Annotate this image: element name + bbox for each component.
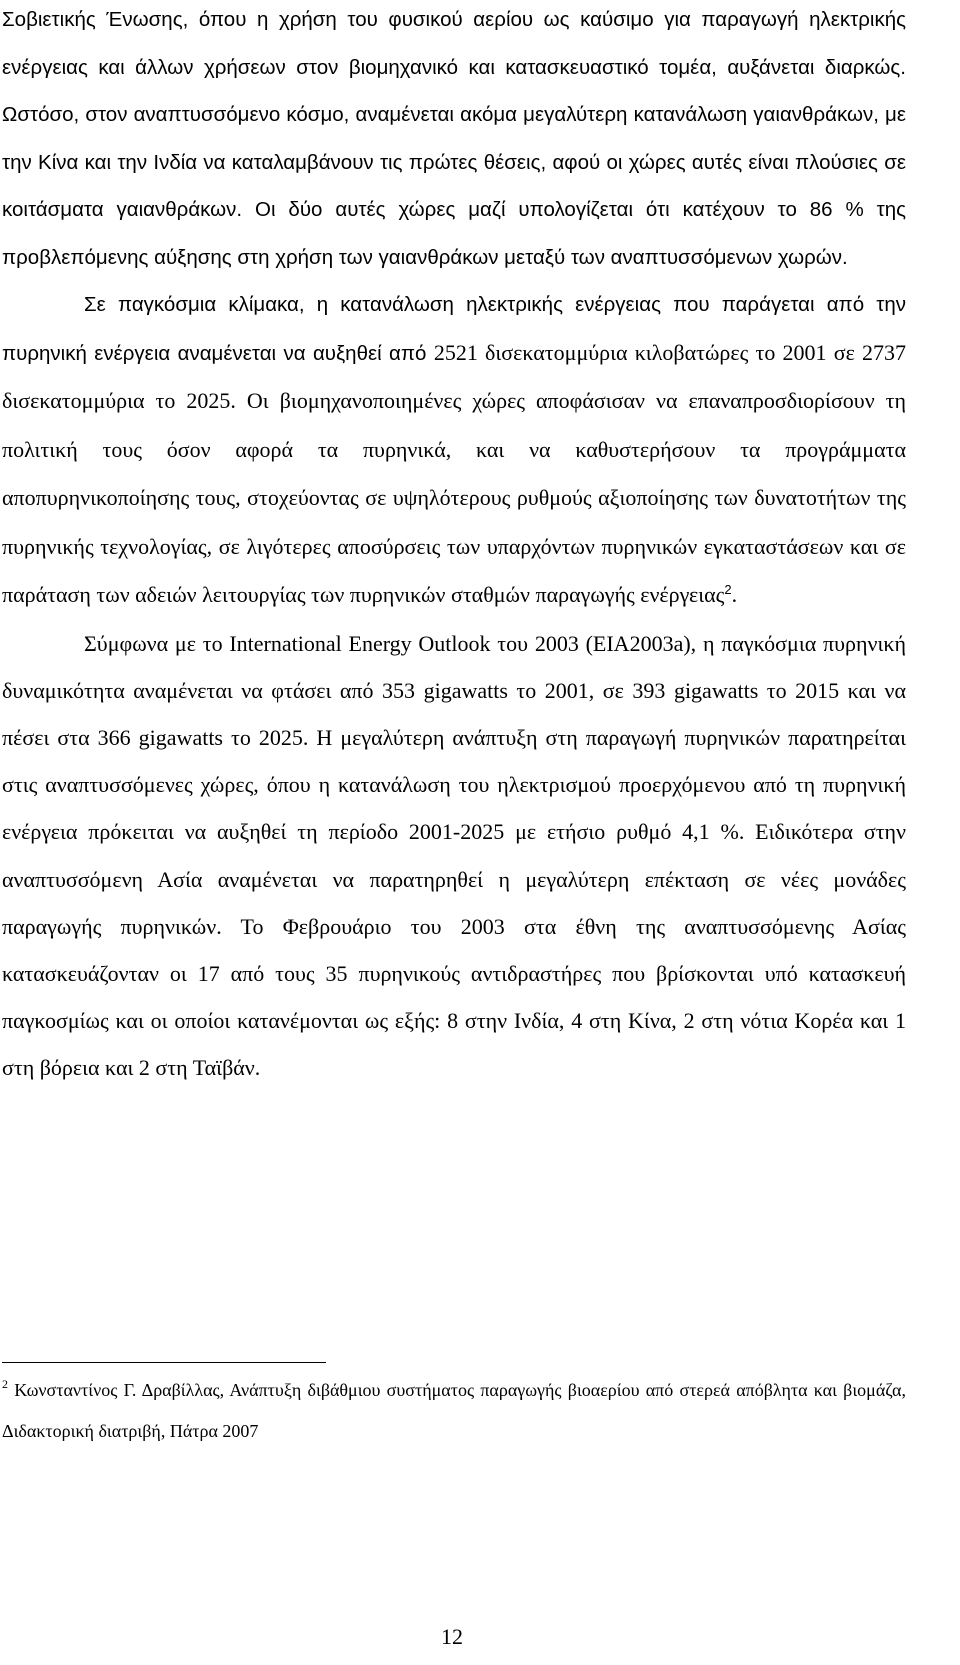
paragraph-2-serif-run: 2521 δισεκατομμύρια κιλοβατώρες το 2001 σε 2737 δισεκατομμύρια το 2025. Οι βιομηχανοποιημένες χώρες αποφάσισαν να επαναπροσδιορίσουν τη πολιτική τους όσον αφορά τα πυρηνικά, και να καθυστερήσουν τα προγράμματα αποπυρηνικοποίησης τους, στοχεύοντας σε υψηλότερους ρυθμούς αξιοποίησης των δυνατοτήτων της πυρηνικής τεχνολογίας, σε λιγότερες αποσύρσεις των υπαρχόντων πυρηνικών εγκαταστάσεων και σε παράταση των αδειών λειτουργίας των πυρηνικών σταθμών παραγωγής ενέργειας <box>2 339 906 607</box>
paragraph-2-end: . <box>731 582 738 607</box>
footnote-text: Κωνσταντίνος Γ. Δραβίλλας, Ανάπτυξη διβάθμιου συστήματος παραγωγής βιοαερίου από στερεά απόβλητα και βιομάζα, Διδακτορική διατριβή, Πάτρα 2007 <box>2 1380 906 1441</box>
paragraph-2-sans-run: Σε παγκόσμια κλίμακα, η κατανάλωση ηλεκτρικής ενέργειας που παράγεται από την πυρηνική ενέργεια αναμένεται να αυξηθεί από <box>2 293 906 365</box>
footnote-reference[interactable]: 2 <box>724 582 732 597</box>
paragraph-3: Σύμφωνα με το International Energy Outlook του 2003 (EIA2003a), η παγκόσμια πυρηνική δυναμικότητα αναμένεται να φτάσει από 353 gigawatts το 2001, σε 393 gigawatts το 2015 και να πέσει στα 366 gigawatts το 2025. Η μεγαλύτερη ανάπτυξη στη παραγωγή πυρηνικών παρατηρείται στις αναπτυσσόμενες χώρες, όπου η κατανάλωση του ηλεκτρισμού προερχόμενου από τη πυρηνική ενέργεια πρόκειται να αυξηθεί τη περίοδο 2001-2025 με ετήσιο ρυθμό 4,1 %. Ειδικότερα στην αναπτυσσόμενη Ασία αναμένεται να παρατηρηθεί η μεγαλύτερη επέκταση σε νέες μονάδες παραγωγής πυρηνικών. Το Φεβρουάριο του 2003 στα έθνη της αναπτυσσόμενης Ασίας κατασκευάζονταν οι 17 από τους 35 πυρηνικούς αντιδραστήρες που βρίσκονται υπό κατασκευή παγκοσμίως και οι οποίοι κατανέμονται ως εξής: 8 στην Ινδία, 4 στη Κίνα, 2 στη νότια Κορέα και 1 στη βόρεια και 2 στη Ταϊβάν. <box>2 630 906 1081</box>
footnote-separator <box>2 1362 326 1363</box>
footnote-number: 2 <box>2 1377 8 1391</box>
paragraph-2 <box>2 281 906 620</box>
paragraph-1: Σοβιετικής Ένωσης, όπου η χρήση του φυσικού αερίου ως καύσιμο για παραγωγή ηλεκτρικής ενέργειας και άλλων χρήσεων στον βιομηχανικό και κατασκευαστικό τομέα, αυξάνεται διαρκώς. Ωστόσο, στον αναπτυσσόμενο κόσμο, αναμένεται ακόμα μεγαλύτερη κατανάλωση γαιανθράκων, με την Κίνα και την Ινδία να καταλαμβάνουν τις πρώτες θέσεις, αφού οι χώρες αυτές είναι πλούσιες σε κοιτάσματα γαιανθράκων. Οι δύο αυτές χώρες μαζί υπολογίζεται ότι κατέχουν το 86 % της προβλεπόμενης αύξησης στη χρήση των γαιανθράκων μεταξύ των αναπτυσσόμενων χωρών. <box>2 8 906 269</box>
page-number: 12 <box>441 1624 463 1649</box>
footnote <box>2 1370 906 1452</box>
